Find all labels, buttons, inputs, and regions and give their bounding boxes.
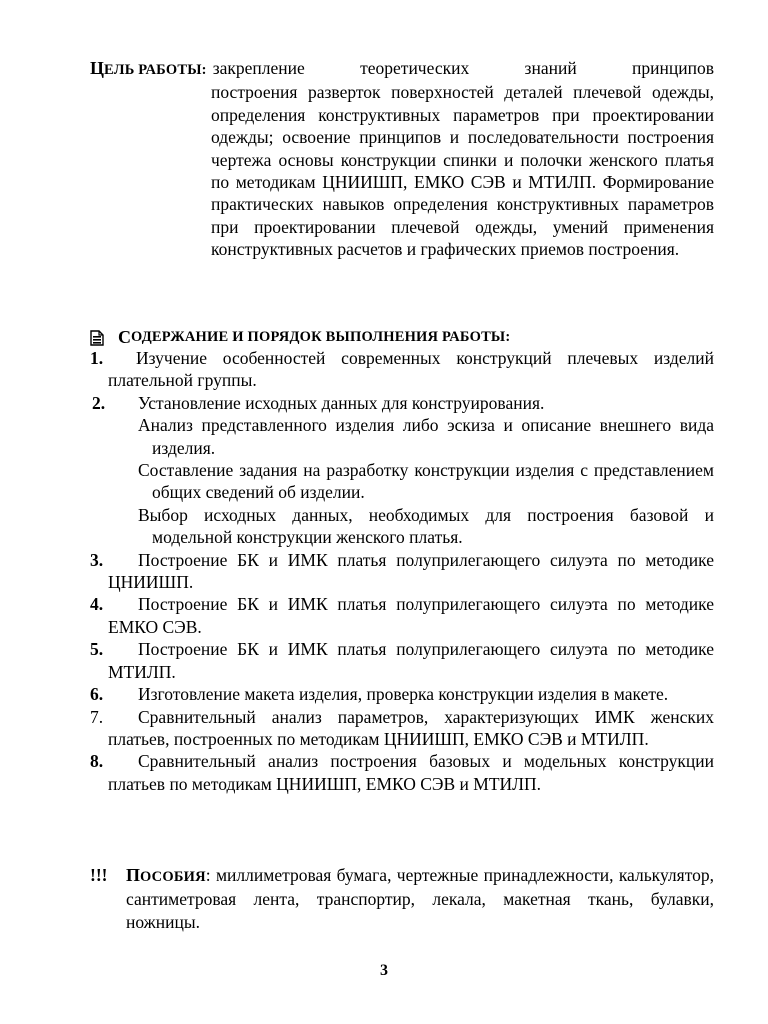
goal-text-rest: построения разверток поверхностей деталей плечевой одежды, определения конструктивных параметров при проектировании одежды; освоение принципов и последовательности построения чертежа основы конструкции спинки и полочки женского платья по методикам ЦНИИШП, ЕМКО СЭВ и МТИЛП. Формирование практических навыков определения конструктивных параметров при проектировании плечевой одежды, умений применения конструктивных расчетов и графических приемов построения. [211, 82, 714, 260]
list-item: 3. Построение БК и ИМК платья полуприлегающего силуэта по методике ЦНИИШП. [90, 549, 714, 593]
list-item: 5. Построение БК и ИМК платья полуприлегающего силуэта по методике МТИЛП. [90, 639, 714, 682]
manuals-text: ПОСОБИЯ: миллиметровая бумага, чертежные принадлежности, калькулятор, сантиметровая лента, транспортир, лекала, макетная ткань, булавки, ножницы. [126, 865, 714, 932]
document-icon [90, 329, 104, 345]
list-item: 6. Изготовление макета изделия, проверка конструкции изделия в макете. [90, 684, 669, 705]
page-number: 3 [380, 962, 388, 979]
list-item: 7. Сравнительный анализ параметров, характеризующих ИМК женских платьев, построенных по методикам ЦНИИШП, ЕМКО СЭВ и МТИЛП. [90, 706, 714, 749]
warning-marker: !!! [90, 865, 108, 885]
list-item: 4. Построение БК и ИМК платья полуприлегающего силуэта по методике ЕМКО СЭВ. [90, 594, 714, 637]
list-item: 2. Установление исходных данных для конструирования. [92, 392, 545, 413]
list-item: Составление задания на разработку конструкции изделия с представлением общих сведений об изделии. [138, 460, 714, 503]
content-heading-text: ОДЕРЖАНИЕ И ПОРЯДОК ВЫПОЛНЕНИЯ РАБОТЫ: [131, 329, 511, 345]
list-item: Анализ представленного изделия либо эскиза и описание внешнего вида изделия. [138, 415, 714, 458]
goal-label: ЦЕЛЬ РАБОТЫ: [90, 58, 207, 78]
steps-list [90, 347, 714, 795]
goal-text-first: закрепление теоретических знаний принципов [212, 58, 714, 78]
list-item: 1. Изучение особенностей современных конструкций плечевых изделий плательной группы. [90, 348, 714, 391]
goal-first-line [90, 57, 714, 81]
goal-section [90, 57, 714, 261]
list-item: 8. Сравнительный анализ построения базовых и модельных конструкции платьев по методикам ЦНИИШП, ЕМКО СЭВ и МТИЛП. [90, 751, 714, 794]
manuals-section [90, 864, 714, 933]
list-item: Выбор исходных данных, необходимых для построения базовой и модельной конструкции женского платья. [138, 504, 714, 548]
content-heading: С ОДЕРЖАНИЕ И ПОРЯДОК ВЫПОЛНЕНИЯ РАБОТЫ: [90, 326, 510, 348]
